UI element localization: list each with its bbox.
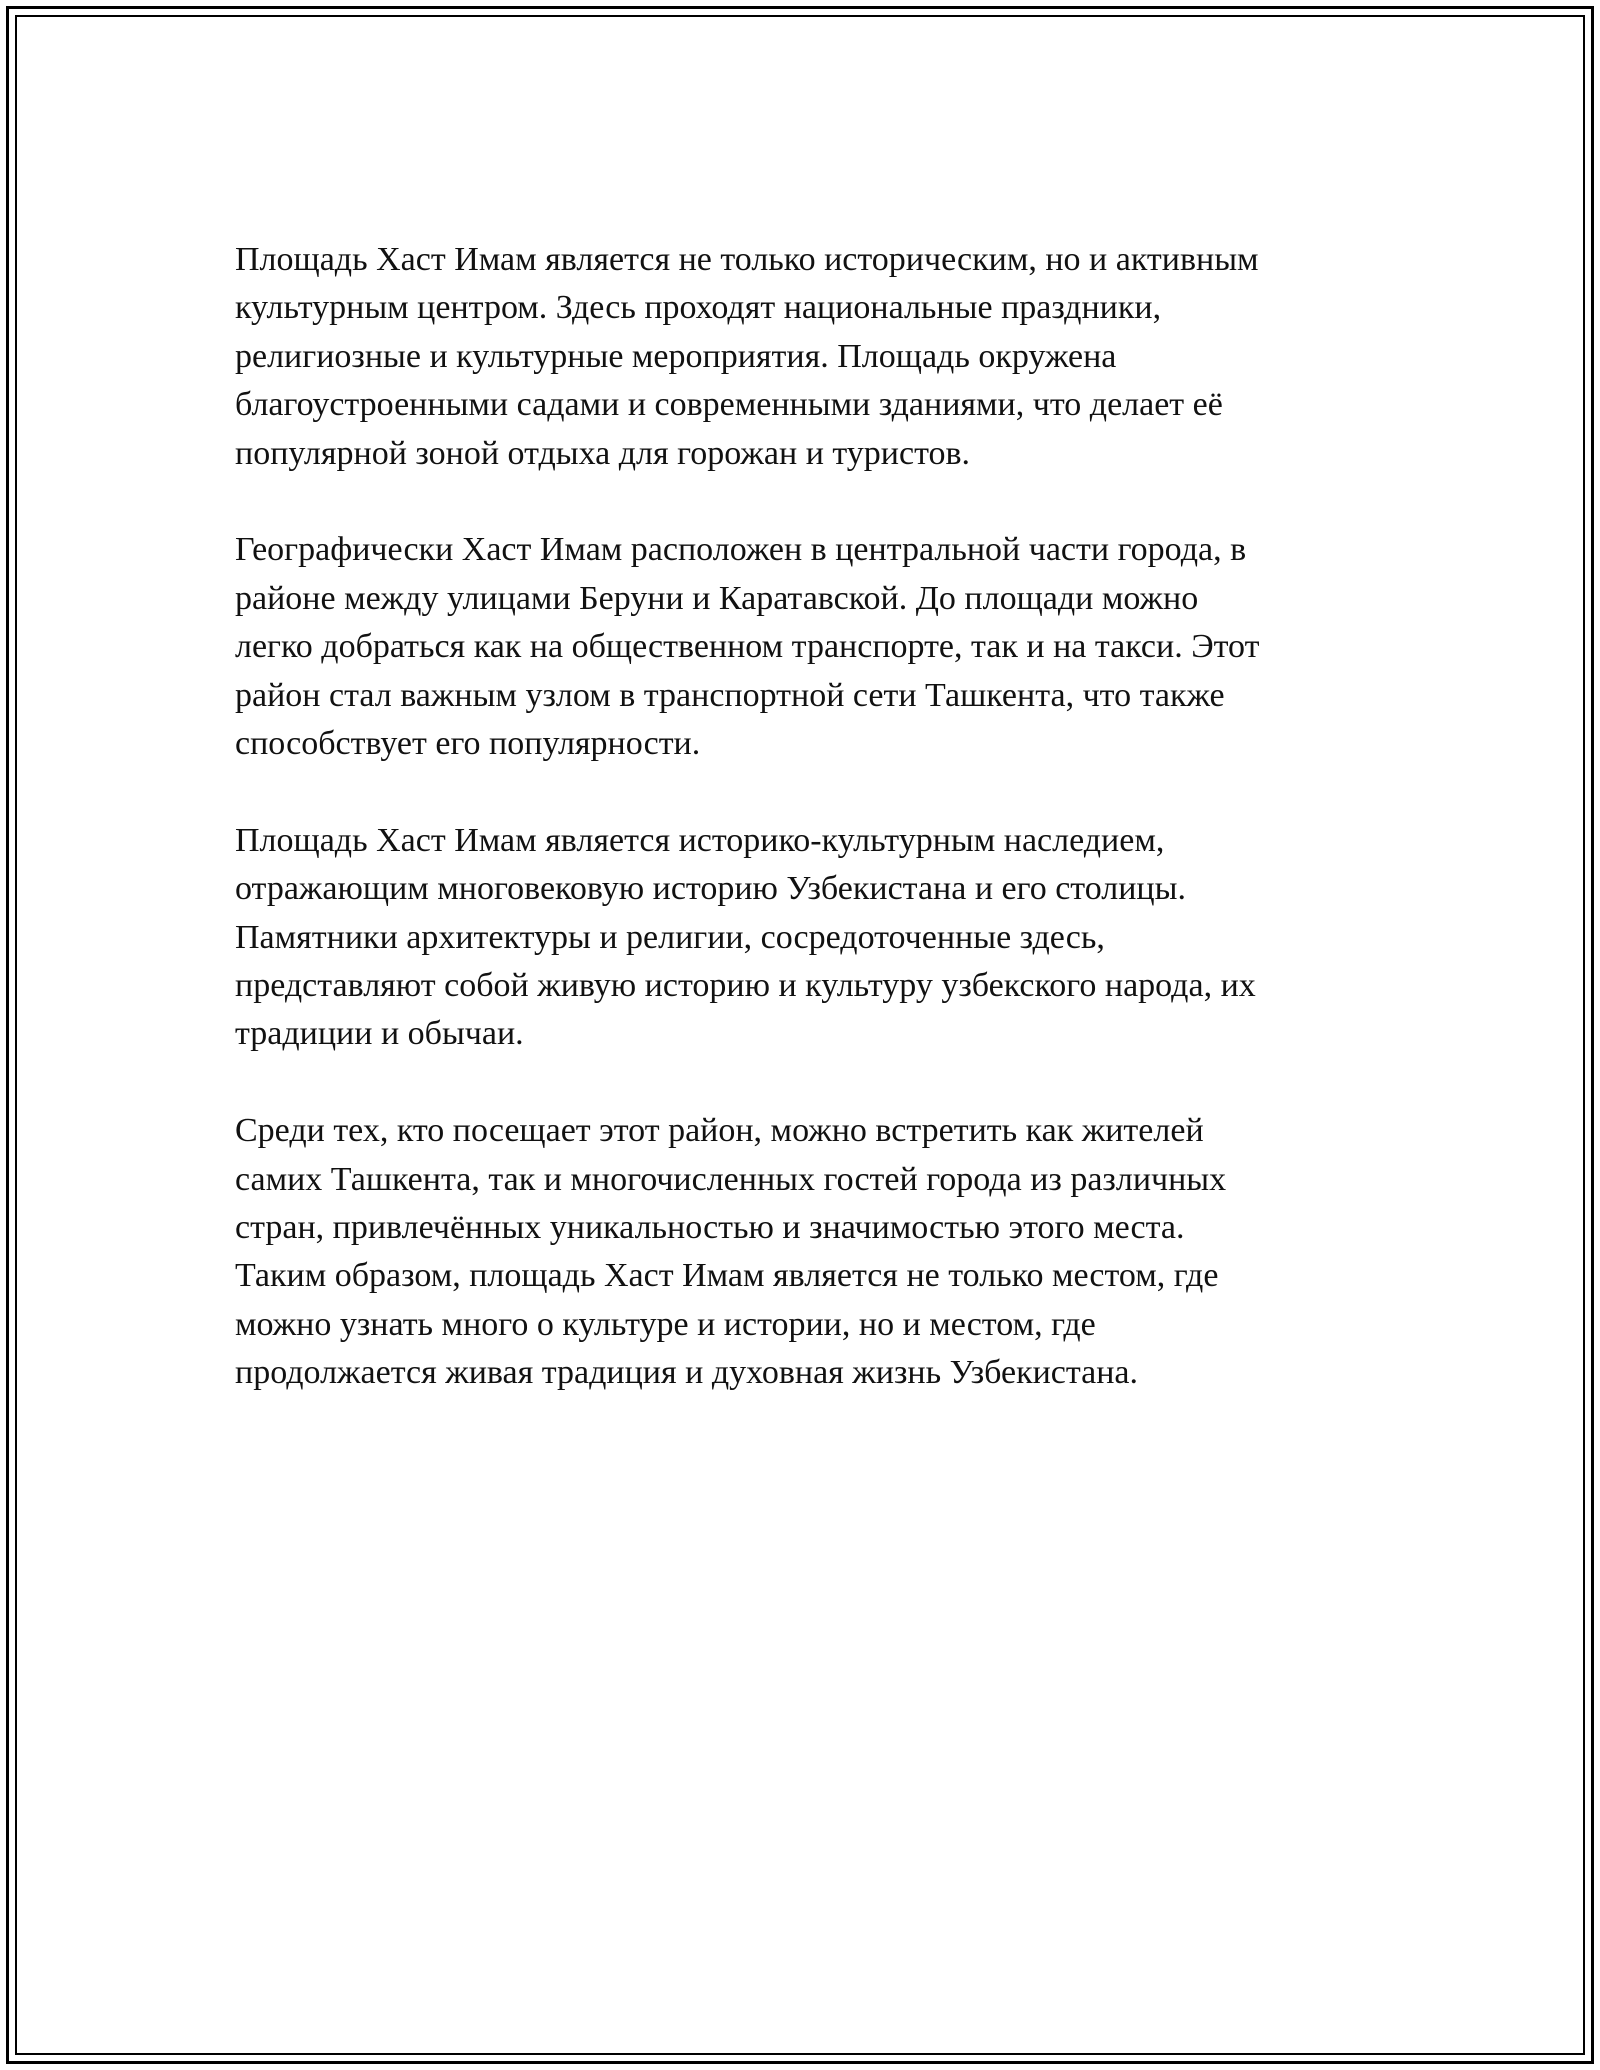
paragraph-visitors [235,1107,1375,1397]
text-line: способствует его популярности. [235,725,701,763]
document-body [235,236,1375,1446]
paragraph-heritage [235,817,1375,1059]
text-line: религиозные и культурные мероприятия. Площадь окружена [235,337,1117,375]
text-line: благоустроенными садами и современными зданиями, что делает её [235,386,1223,424]
text-line: Площадь Хаст Имам является историко-культурным наследием, [235,821,1165,859]
text-line: культурным центром. Здесь проходят национальные праздники, [235,289,1162,327]
paragraph-location [235,526,1375,768]
text-line: продолжается живая традиция и духовная жизнь Узбекистана. [235,1354,1139,1392]
text-line: самих Ташкента, так и многочисленных гостей города из различных [235,1160,1227,1198]
text-line: Таким образом, площадь Хаст Имам является не только местом, где [235,1257,1219,1295]
text-line: можно узнать много о культуре и истории, но и местом, где [235,1305,1096,1343]
text-line: традиции и обычаи. [235,1015,524,1053]
text-line: представляют собой живую историю и культуру узбекского народа, их [235,967,1256,1005]
text-line: Географически Хаст Имам расположен в центральной части города, в [235,531,1247,569]
paragraph-cultural-center [235,236,1375,478]
text-line: легко добраться как на общественном транспорте, так и на такси. Этот [235,628,1260,666]
text-line: Площадь Хаст Имам является не только историческим, но и активным [235,241,1259,278]
text-line: отражающим многовековую историю Узбекистана и его столицы. [235,870,1186,908]
text-line: районе между улицами Беруни и Каратавской. До площади можно [235,579,1199,617]
text-line: стран, привлечённых уникальностью и значимостью этого места. [235,1209,1185,1247]
text-line: Памятники архитектуры и религии, сосредоточенные здесь, [235,918,1105,956]
text-line: Среди тех, кто посещает этот район, можно встретить как жителей [235,1112,1204,1150]
text-line: популярной зоной отдыха для горожан и туристов. [235,434,971,472]
text-line: район стал важным узлом в транспортной сети Ташкента, что также [235,676,1225,714]
